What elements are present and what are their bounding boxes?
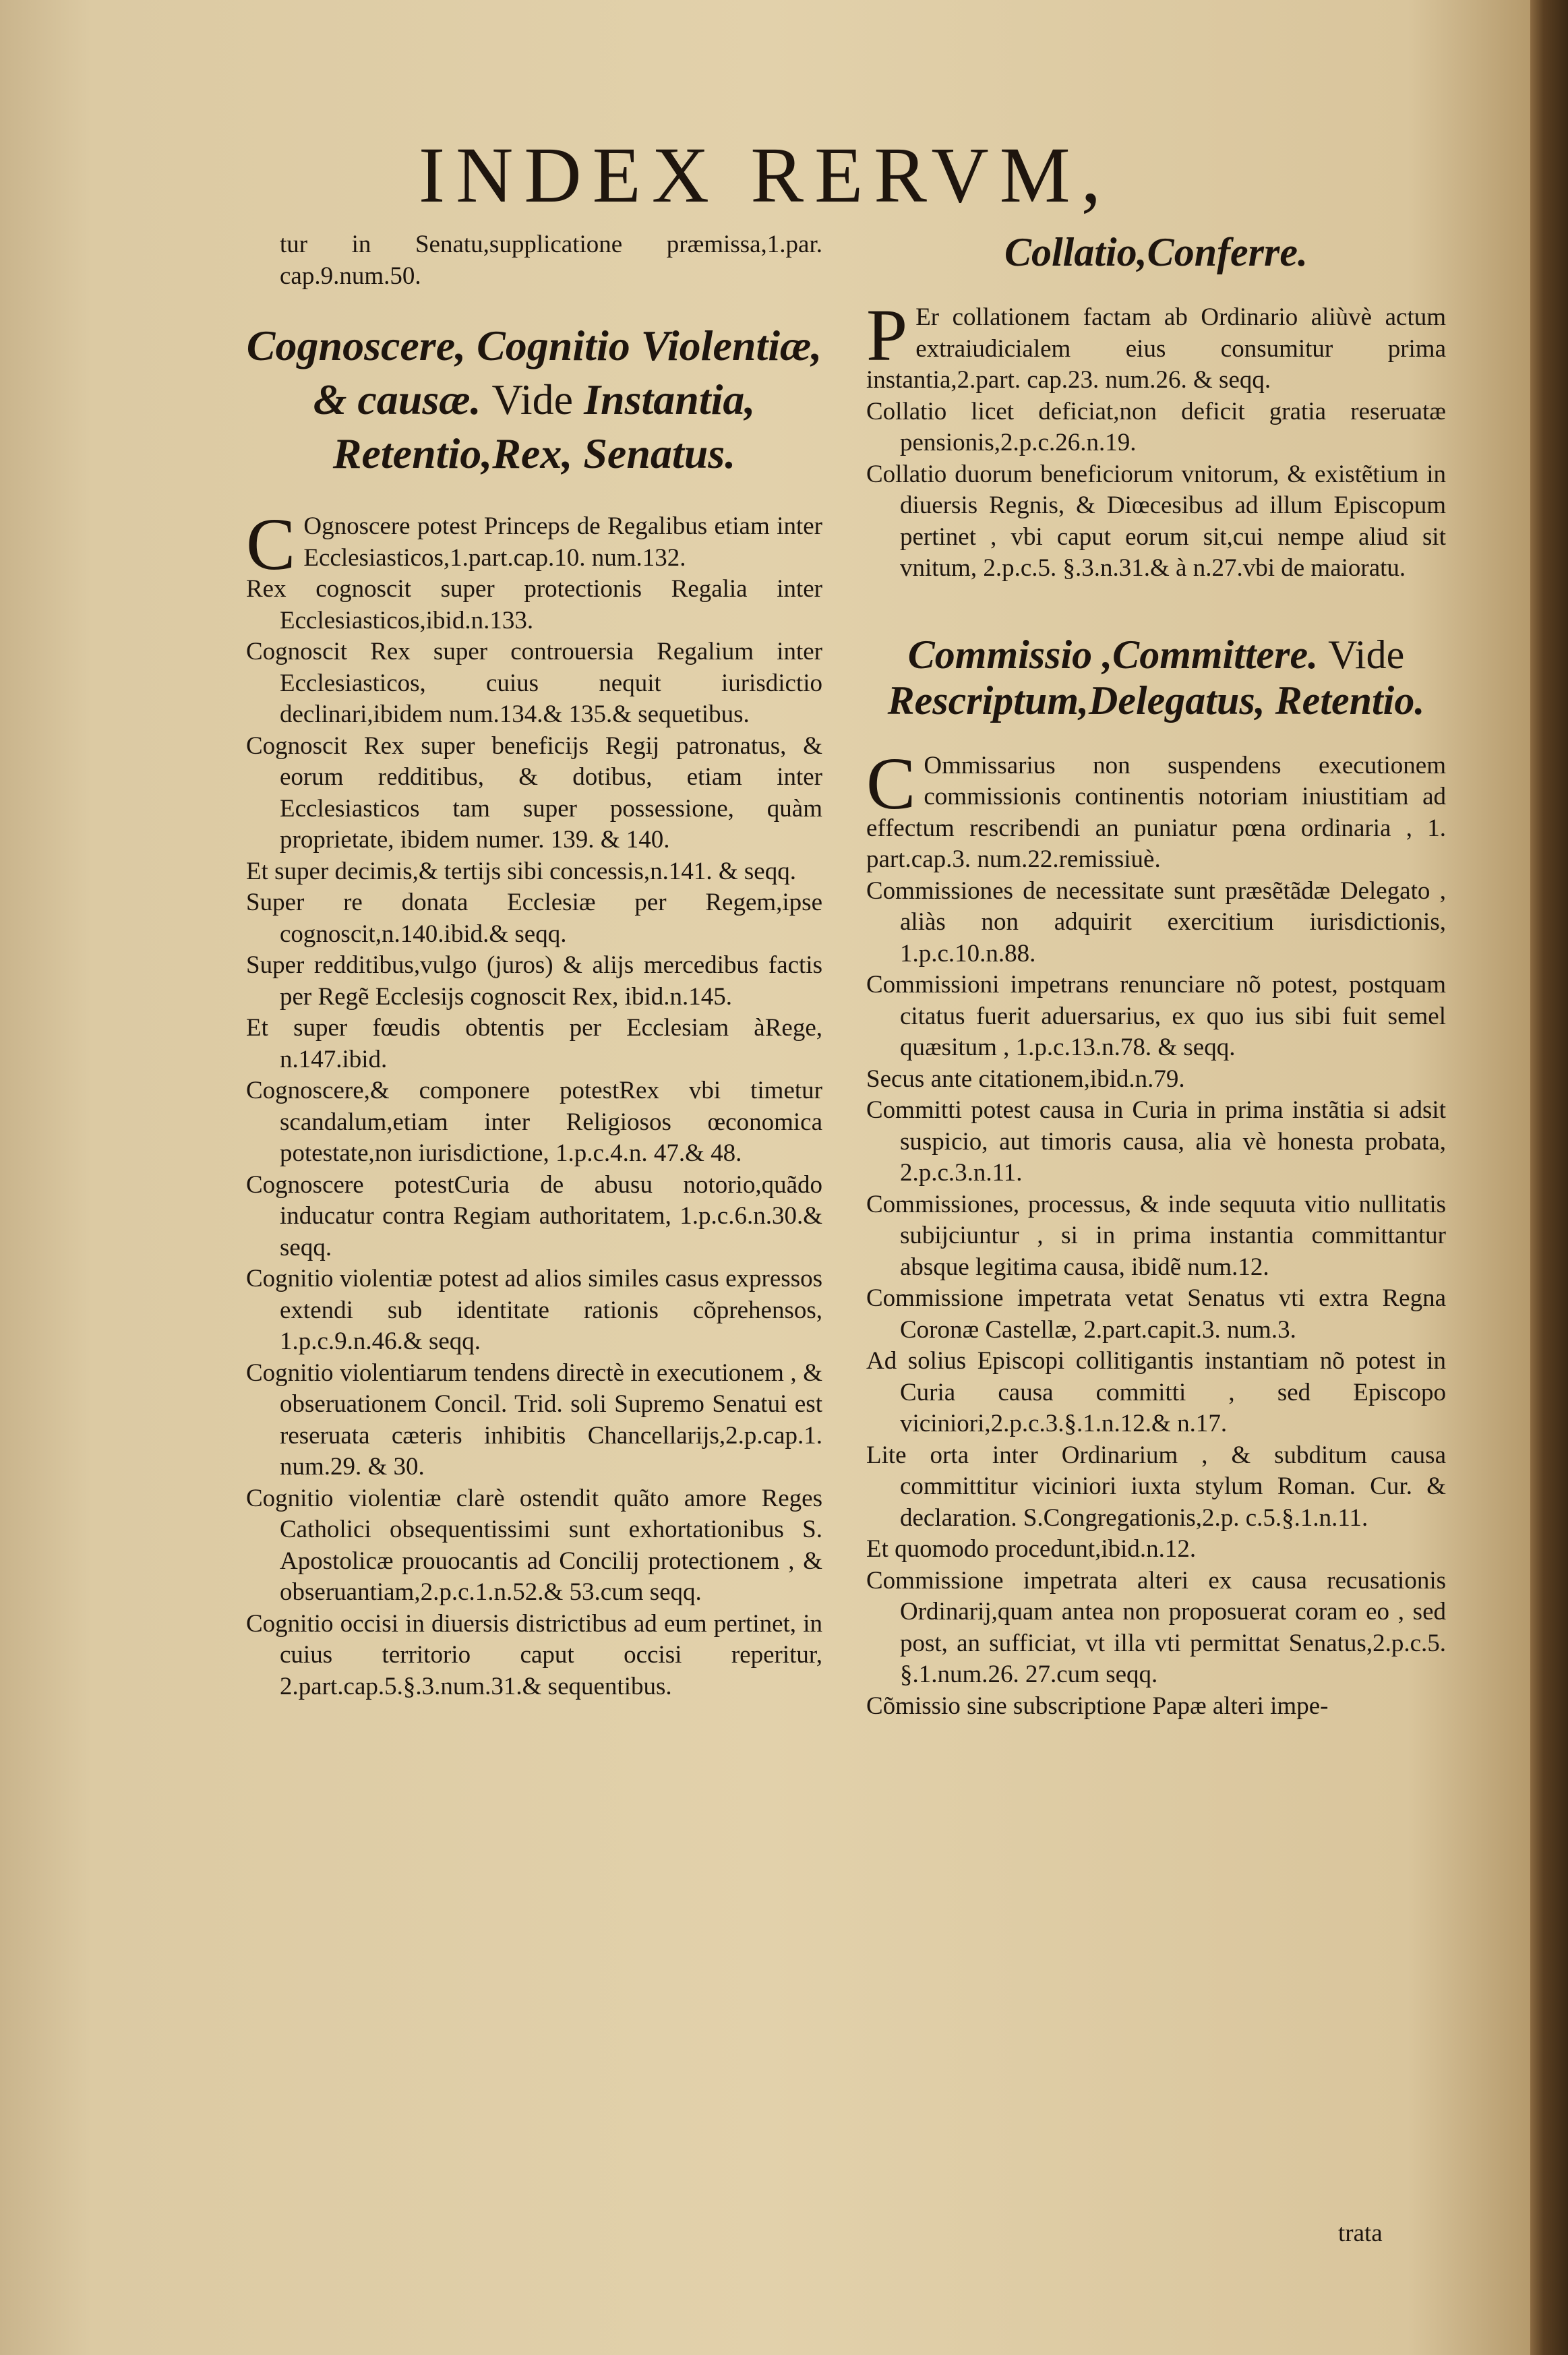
heading-vide: Vide	[1328, 632, 1405, 677]
left-column	[246, 229, 822, 1702]
first-entry-text: Ommissarius non suspendens executionem commissionis continentis notoriam iniustitiam ad effectum rescribendi an puniatur pœna ordinaria , 1. part.cap.3. num.22.remissiuè.	[866, 751, 1446, 873]
right-column	[866, 229, 1446, 1722]
first-entry	[866, 742, 1446, 876]
index-entry: Cõmissio sine subscriptione Papæ alteri impe-	[866, 1692, 1329, 1720]
index-entry: Commissione impetrata alteri ex causa recusationis Ordinarij,quam antea non proposuerat coram eo , sed post, an sufficiat, vt illa vti permittat Senatus,2.p.c.5. §.1.num.26. 27.cum seqq.	[866, 1566, 1446, 1688]
section-heading	[866, 229, 1446, 275]
book-spine-edge	[1530, 0, 1568, 2355]
heading-refs: Instantia, Retentio,Rex, Senatus.	[332, 376, 756, 477]
catchword: trata	[1338, 2219, 1383, 2247]
heading-title: Collatio,Conferre.	[1004, 230, 1308, 274]
index-entry: Cognitio violentiæ potest ad alios similes casus expressos extendi sub identitate rationis cõprehensos, 1.p.c.9.n.46.& seqq.	[246, 1265, 822, 1355]
index-entry: Cognitio violentiæ clarè ostendit quãto amore Reges Catholici obsequentissimi sunt exhortationibus S. Apostolicæ prouocantis ad Concilij protectionem , & obseruantiam,2.p.c.1.n.52.& 53.cum seqq.	[246, 1484, 822, 1606]
index-entry: Cognoscit Rex super beneficijs Regij patronatus, & eorum redditibus, & dotibus, etiam inter Ecclesiasticos tam super possessione, quàm proprietate, ibidem numer. 139. & 140.	[246, 732, 822, 854]
index-entry: Super redditibus,vulgo (juros) & alijs mercedibus factis per Regẽ Ecclesijs cognoscit Rex, ibid.n.145.	[246, 951, 822, 1011]
section-heading-cognoscere	[246, 319, 822, 481]
index-entry: Committi potest causa in Curia in prima instãtia si adsit suspicio, aut timoris causa, alia vè honesta probata, 2.p.c.3.n.11.	[866, 1096, 1446, 1187]
index-entry: Collatio licet deficiat,non deficit gratia reseruatæ pensionis,2.p.c.26.n.19.	[866, 397, 1446, 456]
index-entry: Cognitio occisi in diuersis districtibus ad eum pertinet, in cuius territorio caput occisi reperitur, 2.part.cap.5.§.3.num.31.& sequentibus.	[246, 1609, 822, 1700]
first-entry-text: Ognoscere potest Princeps de Regalibus etiam inter Ecclesiasticos,1.part.cap.10. num.132.	[303, 512, 822, 572]
index-entry: Super re donata Ecclesiæ per Regem,ipse cognoscit,n.140.ibid.& seqq.	[246, 889, 822, 948]
index-entry: Secus ante citationem,ibid.n.79.	[866, 1065, 1185, 1093]
index-entry: Cognoscit Rex super controuersia Regalium inter Ecclesiasticos, cuius nequit iurisdictio declinari,ibidem num.134.& 135.& sequetibus.	[246, 638, 822, 728]
continued-entry: tur in Senatu,supplicatione præmissa,1.par. cap.9.num.50.	[280, 231, 822, 290]
index-entry: Commissioni impetrans renunciare nõ potest, postquam citatus fuerit aduersarius, ex quo ius sibi fuit semel quæsitum , 1.p.c.13.n.78. & seqq.	[866, 971, 1446, 1061]
index-entry: Commissiones de necessitate sunt præsẽtãdæ Delegato , aliàs non adquirit exercitium iurisdictionis, 1.p.c.10.n.88.	[866, 876, 1446, 967]
index-entry: Lite orta inter Ordinarium , & subditum causa committitur viciniori iuxta stylum Roman. Cur. & declaration. S.Congregationis,2.p. c.5.§.1.n.11.	[866, 1441, 1446, 1532]
index-entry: Et super fœudis obtentis per Ecclesiam àRege, n.147.ibid.	[246, 1014, 822, 1073]
index-entry: Cognoscere,& componere potestRex vbi timetur scandalum,etiam inter Religiosos œconomica potestate,non iurisdictione, 1.p.c.4.n. 47.& 48.	[246, 1077, 822, 1167]
heading-vide: Vide	[491, 376, 574, 423]
heading-title: Commissio ,Committere.	[907, 632, 1319, 677]
index-entry: Collatio duorum beneficiorum vnitorum, & existẽtium in diuersis Regnis, & Diœcesibus ad illum Episcopum pertinet , vbi caput eorum sit,cui nempe aliud sit vnitum, 2.p.c.5. §.3.n.31.& à n.27.vbi de maioratu.	[866, 460, 1446, 582]
first-entry	[246, 503, 822, 585]
index-entry: Commissione impetrata vetat Senatus vti extra Regna Coronæ Castellæ, 2.part.capit.3. num.3.	[866, 1284, 1446, 1344]
first-entry-text: Er collationem factam ab Ordinario aliùvè actum extraiudicialem eius consumitur prima instantia,2.part. cap.23. num.26. & seqq.	[866, 303, 1446, 394]
section-heading	[866, 632, 1446, 723]
heading-title: Cognoscere, Cognitio Violentiæ, & causæ.	[246, 322, 822, 423]
page-header: INDEX RERVM,	[418, 131, 1112, 219]
index-entry: Ad solius Episcopi collitigantis instantiam nõ potest in Curia causa committi , sed Episcopo viciniori,2.p.c.3.§.1.n.12.& n.17.	[866, 1347, 1446, 1437]
entry-list	[246, 574, 822, 1702]
drop-capital: P	[866, 294, 908, 376]
index-entry: Et quomodo procedunt,ibid.n.12.	[866, 1535, 1197, 1563]
drop-capital: C	[866, 742, 916, 825]
index-entry: Cognoscere potestCuria de abusu notorio,quãdo inducatur contra Regiam authoritatem, 1.p.c.6.n.30.& seqq.	[246, 1170, 822, 1261]
index-entry: Commissiones, processus, & inde sequuta vitio nullitatis subijciuntur , si in prima instantia committantur absque legitima causa, ibidẽ num.12.	[866, 1190, 1446, 1281]
first-entry	[866, 294, 1446, 396]
heading-refs: Rescriptum,Delegatus, Retentio.	[887, 678, 1425, 723]
drop-capital: C	[246, 503, 296, 585]
index-entry: Cognitio violentiarum tendens directè in executionem , & obseruationem Concil. Trid. soli Supremo Senatui est reseruata cæteris inhibitis Chancellarijs,2.p.cap.1. num.29. & 30.	[246, 1359, 822, 1481]
index-entry: Rex cognoscit super protectionis Regalia inter Ecclesiasticos,ibid.n.133.	[246, 575, 822, 634]
index-entry: Et super decimis,& tertijs sibi concessis,n.141. & seqq.	[246, 857, 796, 885]
